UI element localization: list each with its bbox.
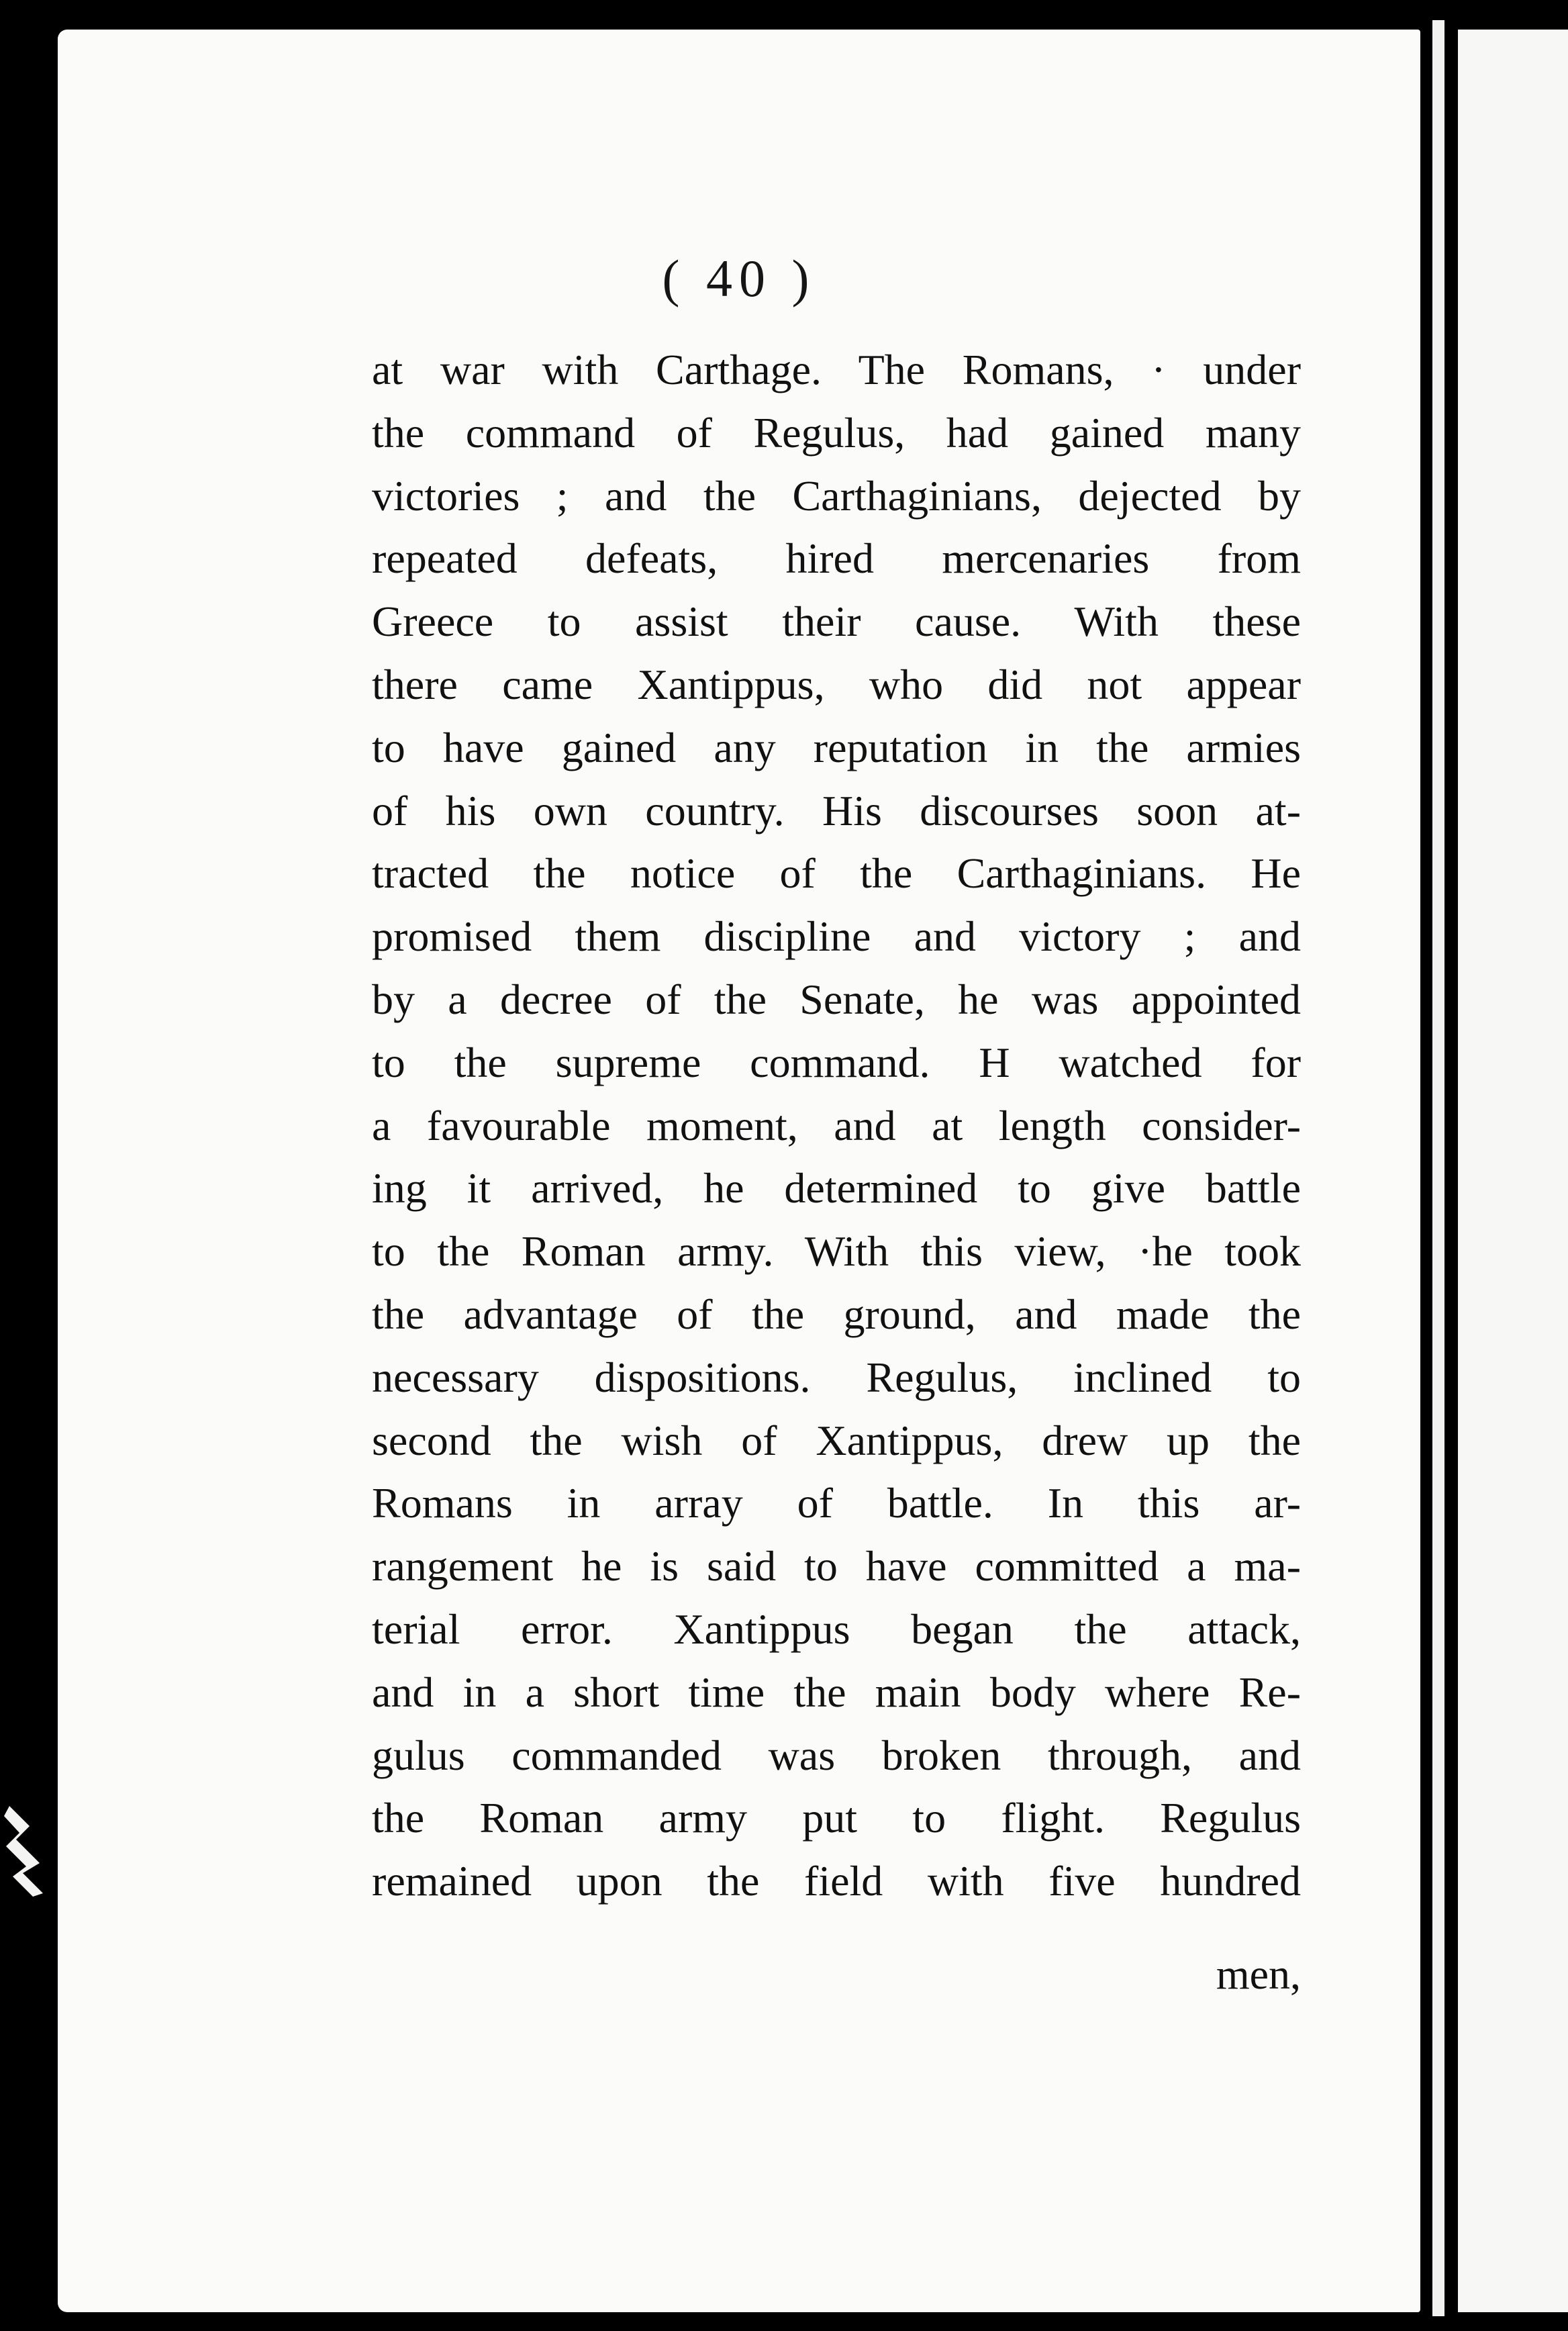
text-line: to have gained any reputation in the armies [372, 723, 1301, 771]
text-line: there came Xantippus, who did not appear [372, 660, 1301, 708]
text-line: tracted the notice of the Carthaginians. He [372, 849, 1301, 898]
text-line: the advantage of the ground, and made the [372, 1290, 1301, 1338]
text-line: to the Roman army. With this view, ·he took [372, 1227, 1301, 1276]
text-line: ing it arrived, he determined to give battle [372, 1164, 1301, 1212]
text-line: to the supreme command. H watched for [372, 1038, 1301, 1086]
text-line: of his own country. His discourses soon at- [372, 786, 1301, 835]
text-line: gulus commanded was broken through, and [372, 1731, 1301, 1779]
text-line: second the wish of Xantippus, drew up the [372, 1416, 1301, 1464]
text-line: the Roman army put to flight. Regulus [372, 1794, 1301, 1842]
text-line: remained upon the field with five hundred [372, 1857, 1301, 1905]
binding-clip-mark [3, 1799, 50, 1900]
facing-page-edge [1458, 30, 1568, 2312]
book-page [58, 30, 1420, 2312]
page-gutter [1432, 20, 1444, 2316]
text-line: necessary dispositions. Regulus, inclined to [372, 1353, 1301, 1401]
text-line: and in a short time the main body where Re- [372, 1668, 1301, 1716]
text-line: Greece to assist their cause. With these [372, 598, 1301, 646]
text-line: a favourable moment, and at length consider- [372, 1101, 1301, 1149]
text-line: promised them discipline and victory ; and [372, 912, 1301, 961]
text-line: terial error. Xantippus began the attack, [372, 1605, 1301, 1653]
text-line: the command of Regulus, had gained many [372, 408, 1301, 457]
text-line: Romans in array of battle. In this ar- [372, 1479, 1301, 1527]
text-line: at war with Carthage. The Romans, · under [372, 346, 1301, 393]
page-number: ( 40 ) [662, 249, 816, 307]
text-line: by a decree of the Senate, he was appointed [372, 975, 1301, 1023]
catchword: men, [1216, 1950, 1301, 1998]
text-line: repeated defeats, hired mercenaries from [372, 534, 1301, 583]
text-line: rangement he is said to have committed a ma- [372, 1542, 1301, 1590]
text-line: victories ; and the Carthaginians, dejected by [372, 471, 1301, 520]
body-text [372, 338, 1301, 1913]
